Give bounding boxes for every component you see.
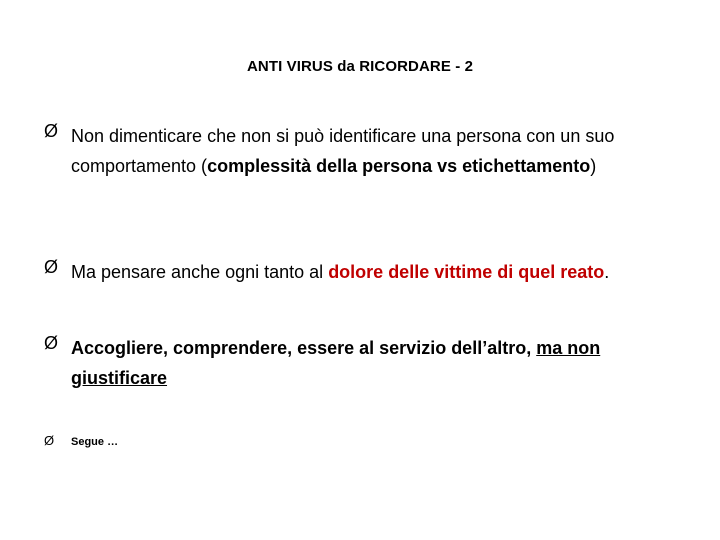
bullet-text: [71, 257, 684, 287]
arrow-bullet-icon: Ø: [44, 433, 55, 448]
bullet-text-underlined: ma non giustificare: [71, 338, 601, 388]
bullet-item: [44, 121, 684, 181]
slide-title: ANTI VIRUS da RICORDARE - 2: [246, 58, 474, 75]
bullet-item: [44, 432, 684, 452]
bullet-item: [44, 257, 684, 287]
bullet-text-plain: Ma pensare anche ogni tanto al: [71, 262, 329, 282]
bullet-item: [44, 333, 684, 393]
bullet-text-plain-end: ): [590, 156, 597, 176]
bullet-text: [71, 432, 684, 452]
arrow-bullet-icon: Ø: [44, 257, 59, 277]
arrow-bullet-icon: Ø: [44, 121, 59, 141]
bullet-text: [71, 121, 684, 181]
arrow-bullet-icon: Ø: [44, 333, 59, 353]
bullet-text-plain-end: .: [604, 262, 610, 282]
bullet-text-plain: Non dimenticare che non si può identificare una persona con un suo comportamento (: [71, 126, 615, 176]
bullet-text-bold: Segue …: [71, 436, 119, 448]
bullet-text-highlight: dolore delle vittime di quel reato: [328, 262, 605, 282]
bullet-text-bold: complessità della persona vs etichettamento: [207, 156, 591, 176]
bullet-text-bold: Accogliere, comprendere, essere al servizio dell’altro,: [71, 338, 537, 358]
bullet-text: [71, 333, 684, 393]
